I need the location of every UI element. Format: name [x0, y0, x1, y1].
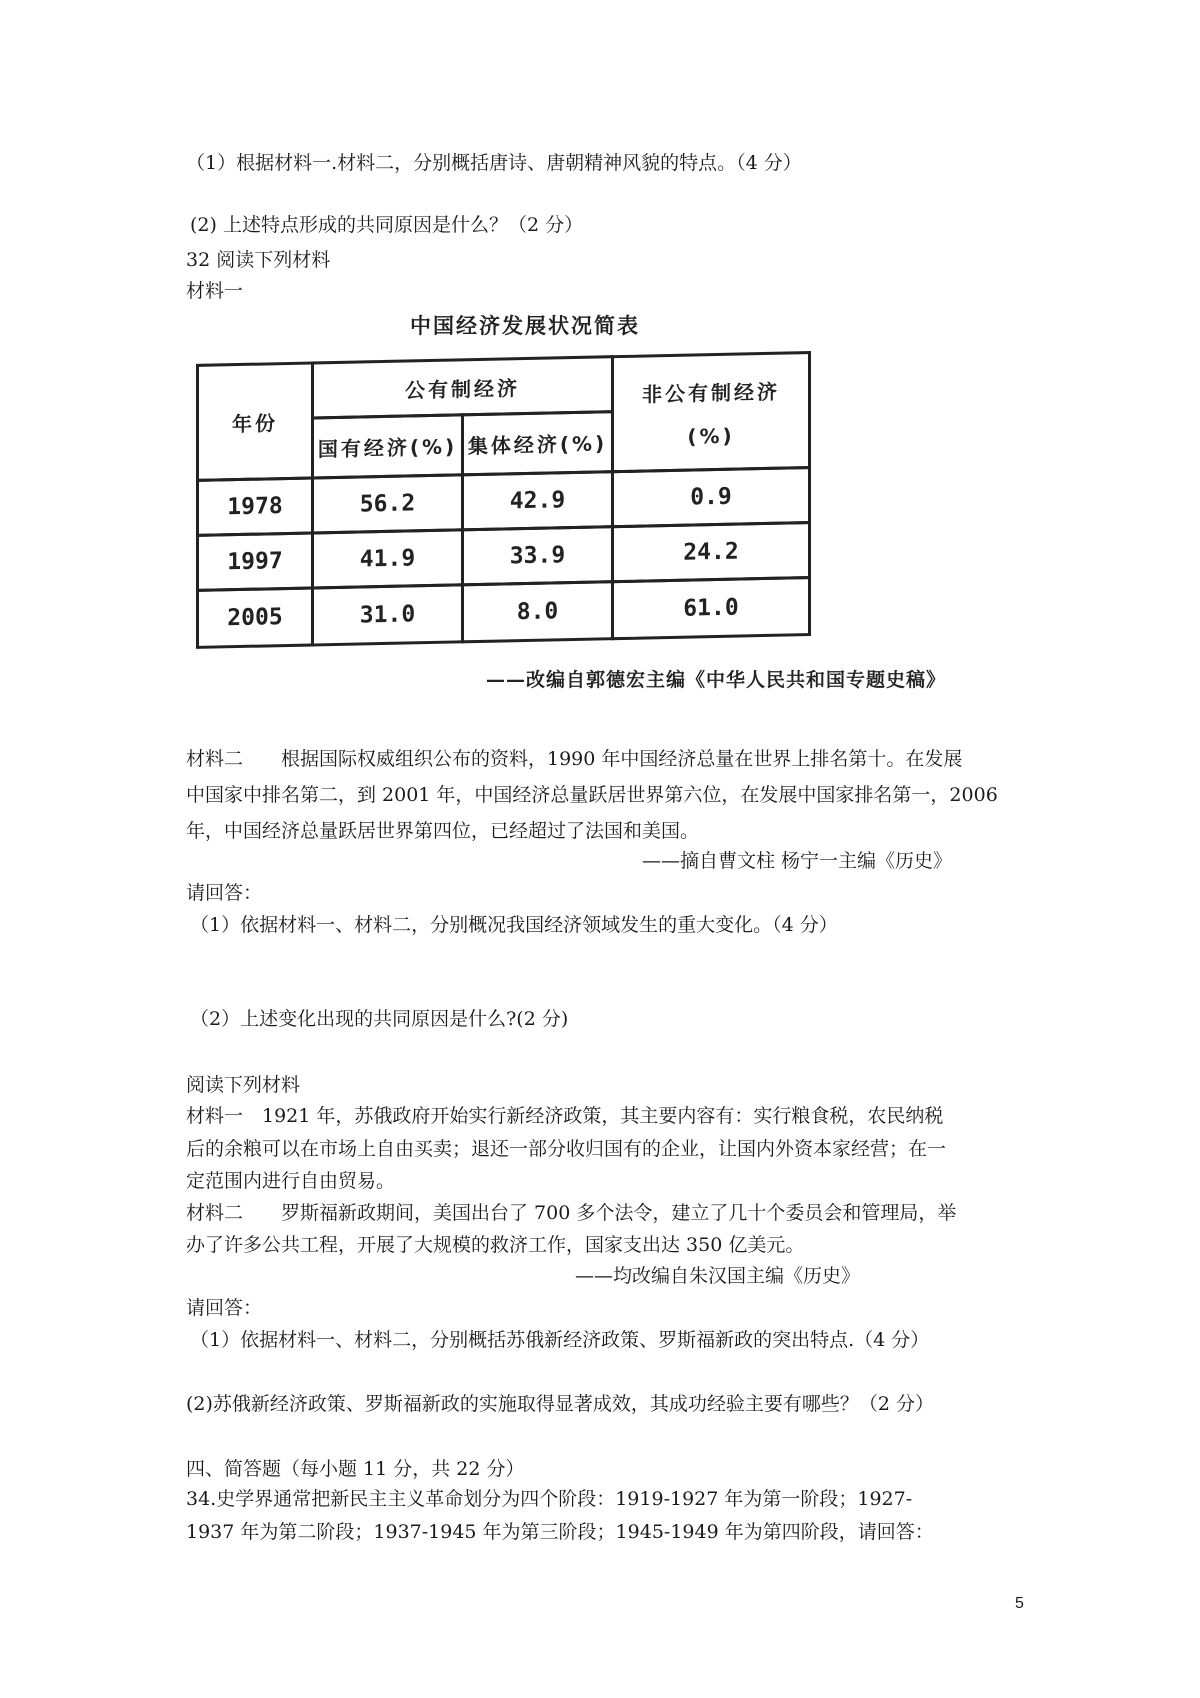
- row-1978-nonpublic: 0.9: [611, 466, 811, 528]
- header-collective: 集体经济(%): [461, 410, 614, 476]
- material-source-3: ——均改编自朱汉国主编《历史》: [575, 1265, 861, 1287]
- row-1978-collective: 42.9: [461, 470, 614, 531]
- question-32-2: （2）上述变化出现的共同原因是什么?(2 分): [190, 1008, 569, 1030]
- row-2005-nonpublic: 61.0: [611, 576, 811, 640]
- economy-table-figure: [186, 305, 1026, 705]
- row-1978-year: 1978: [196, 476, 314, 536]
- material-2-source: ——摘自曹文柱 杨宁一主编《历史》: [642, 850, 953, 872]
- header-public: 公有制经济: [311, 355, 614, 419]
- question-1-tang: （1）根据材料一.材料二，分别概括唐诗、唐朝精神风貌的特点。（4 分）: [186, 152, 802, 174]
- read-materials-heading: 阅读下列材料: [186, 1074, 301, 1096]
- header-state: 国有经济(%): [311, 413, 464, 479]
- page-number: 5: [1015, 1595, 1024, 1612]
- economy-table: [196, 350, 856, 679]
- table-source: ——改编自郭德宏主编《中华人民共和国专题史稿》: [486, 669, 947, 691]
- question-32-1: （1）依据材料一、材料二，分别概况我国经济领域发生的重大变化。（4 分）: [190, 914, 838, 936]
- row-2005-year: 2005: [196, 586, 314, 648]
- nep-material-line-1: 材料一 1921 年，苏俄政府开始实行新经济政策，其主要内容有：实行粮食税，农民纳税: [186, 1105, 944, 1127]
- new-deal-material-line-1: 材料二 罗斯福新政期间，美国出台了 700 多个法令，建立了几十个委员会和管理局，举: [186, 1202, 957, 1224]
- nep-material-line-3: 定范围内进行自由贸易。: [186, 1170, 396, 1192]
- row-1997-year: 1997: [196, 531, 314, 591]
- new-deal-material-line-2: 办了许多公共工程，开展了大规模的救济工作，国家支出达 350 亿美元。: [186, 1234, 805, 1256]
- header-nonpublic-label: 非公有制经济: [642, 379, 780, 407]
- header-nonpublic: [611, 351, 811, 473]
- question-32-heading: 32 阅读下列材料: [186, 249, 331, 271]
- row-1997-nonpublic: 24.2: [611, 521, 811, 583]
- row-1978-state: 56.2: [311, 473, 464, 534]
- please-answer-1: 请回答：: [186, 882, 263, 904]
- question-33-2: (2)苏俄新经济政策、罗斯福新政的实施取得显著成效，其成功经验主要有哪些？（2 分）: [186, 1393, 935, 1415]
- material-2-line-3: 年，中国经济总量跃居世界第四位，已经超过了法国和美国。: [186, 820, 700, 842]
- nep-material-line-2: 后的余粮可以在市场上自由买卖；退还一部分收归国有的企业，让国内外资本家经营；在一: [186, 1138, 947, 1160]
- row-1997-collective: 33.9: [461, 525, 614, 586]
- header-nonpublic-unit: (%): [687, 423, 735, 449]
- question-33-1: （1）依据材料一、材料二，分别概括苏俄新经济政策、罗斯福新政的突出特点.（4 分）: [190, 1329, 930, 1351]
- please-answer-2: 请回答：: [186, 1297, 263, 1319]
- question-2-tang: (2) 上述特点形成的共同原因是什么？（2 分）: [190, 214, 584, 236]
- material-1-label: 材料一: [186, 280, 244, 302]
- material-2-line-1: 材料二 根据国际权威组织公布的资料，1990 年中国经济总量在世界上排名第十。在发展: [186, 748, 963, 770]
- table-title: 中国经济发展状况简表: [410, 313, 640, 338]
- question-34-line-2: 1937 年为第二阶段；1937-1945 年为第三阶段；1945-1949 年为第四阶段，请回答：: [186, 1521, 934, 1543]
- row-1997-state: 41.9: [311, 528, 464, 589]
- section-4-heading: 四、简答题（每小题 11 分，共 22 分）: [186, 1458, 525, 1480]
- row-2005-collective: 8.0: [461, 580, 614, 643]
- header-year: 年份: [196, 361, 314, 481]
- material-2-line-2: 中国家中排名第二，到 2001 年，中国经济总量跃居世界第六位，在发展中国家排名第一，2006: [186, 784, 998, 806]
- row-2005-state: 31.0: [311, 583, 464, 646]
- question-34-line-1: 34.史学界通常把新民主主义革命划分为四个阶段：1919-1927 年为第一阶段；1927-: [186, 1488, 913, 1510]
